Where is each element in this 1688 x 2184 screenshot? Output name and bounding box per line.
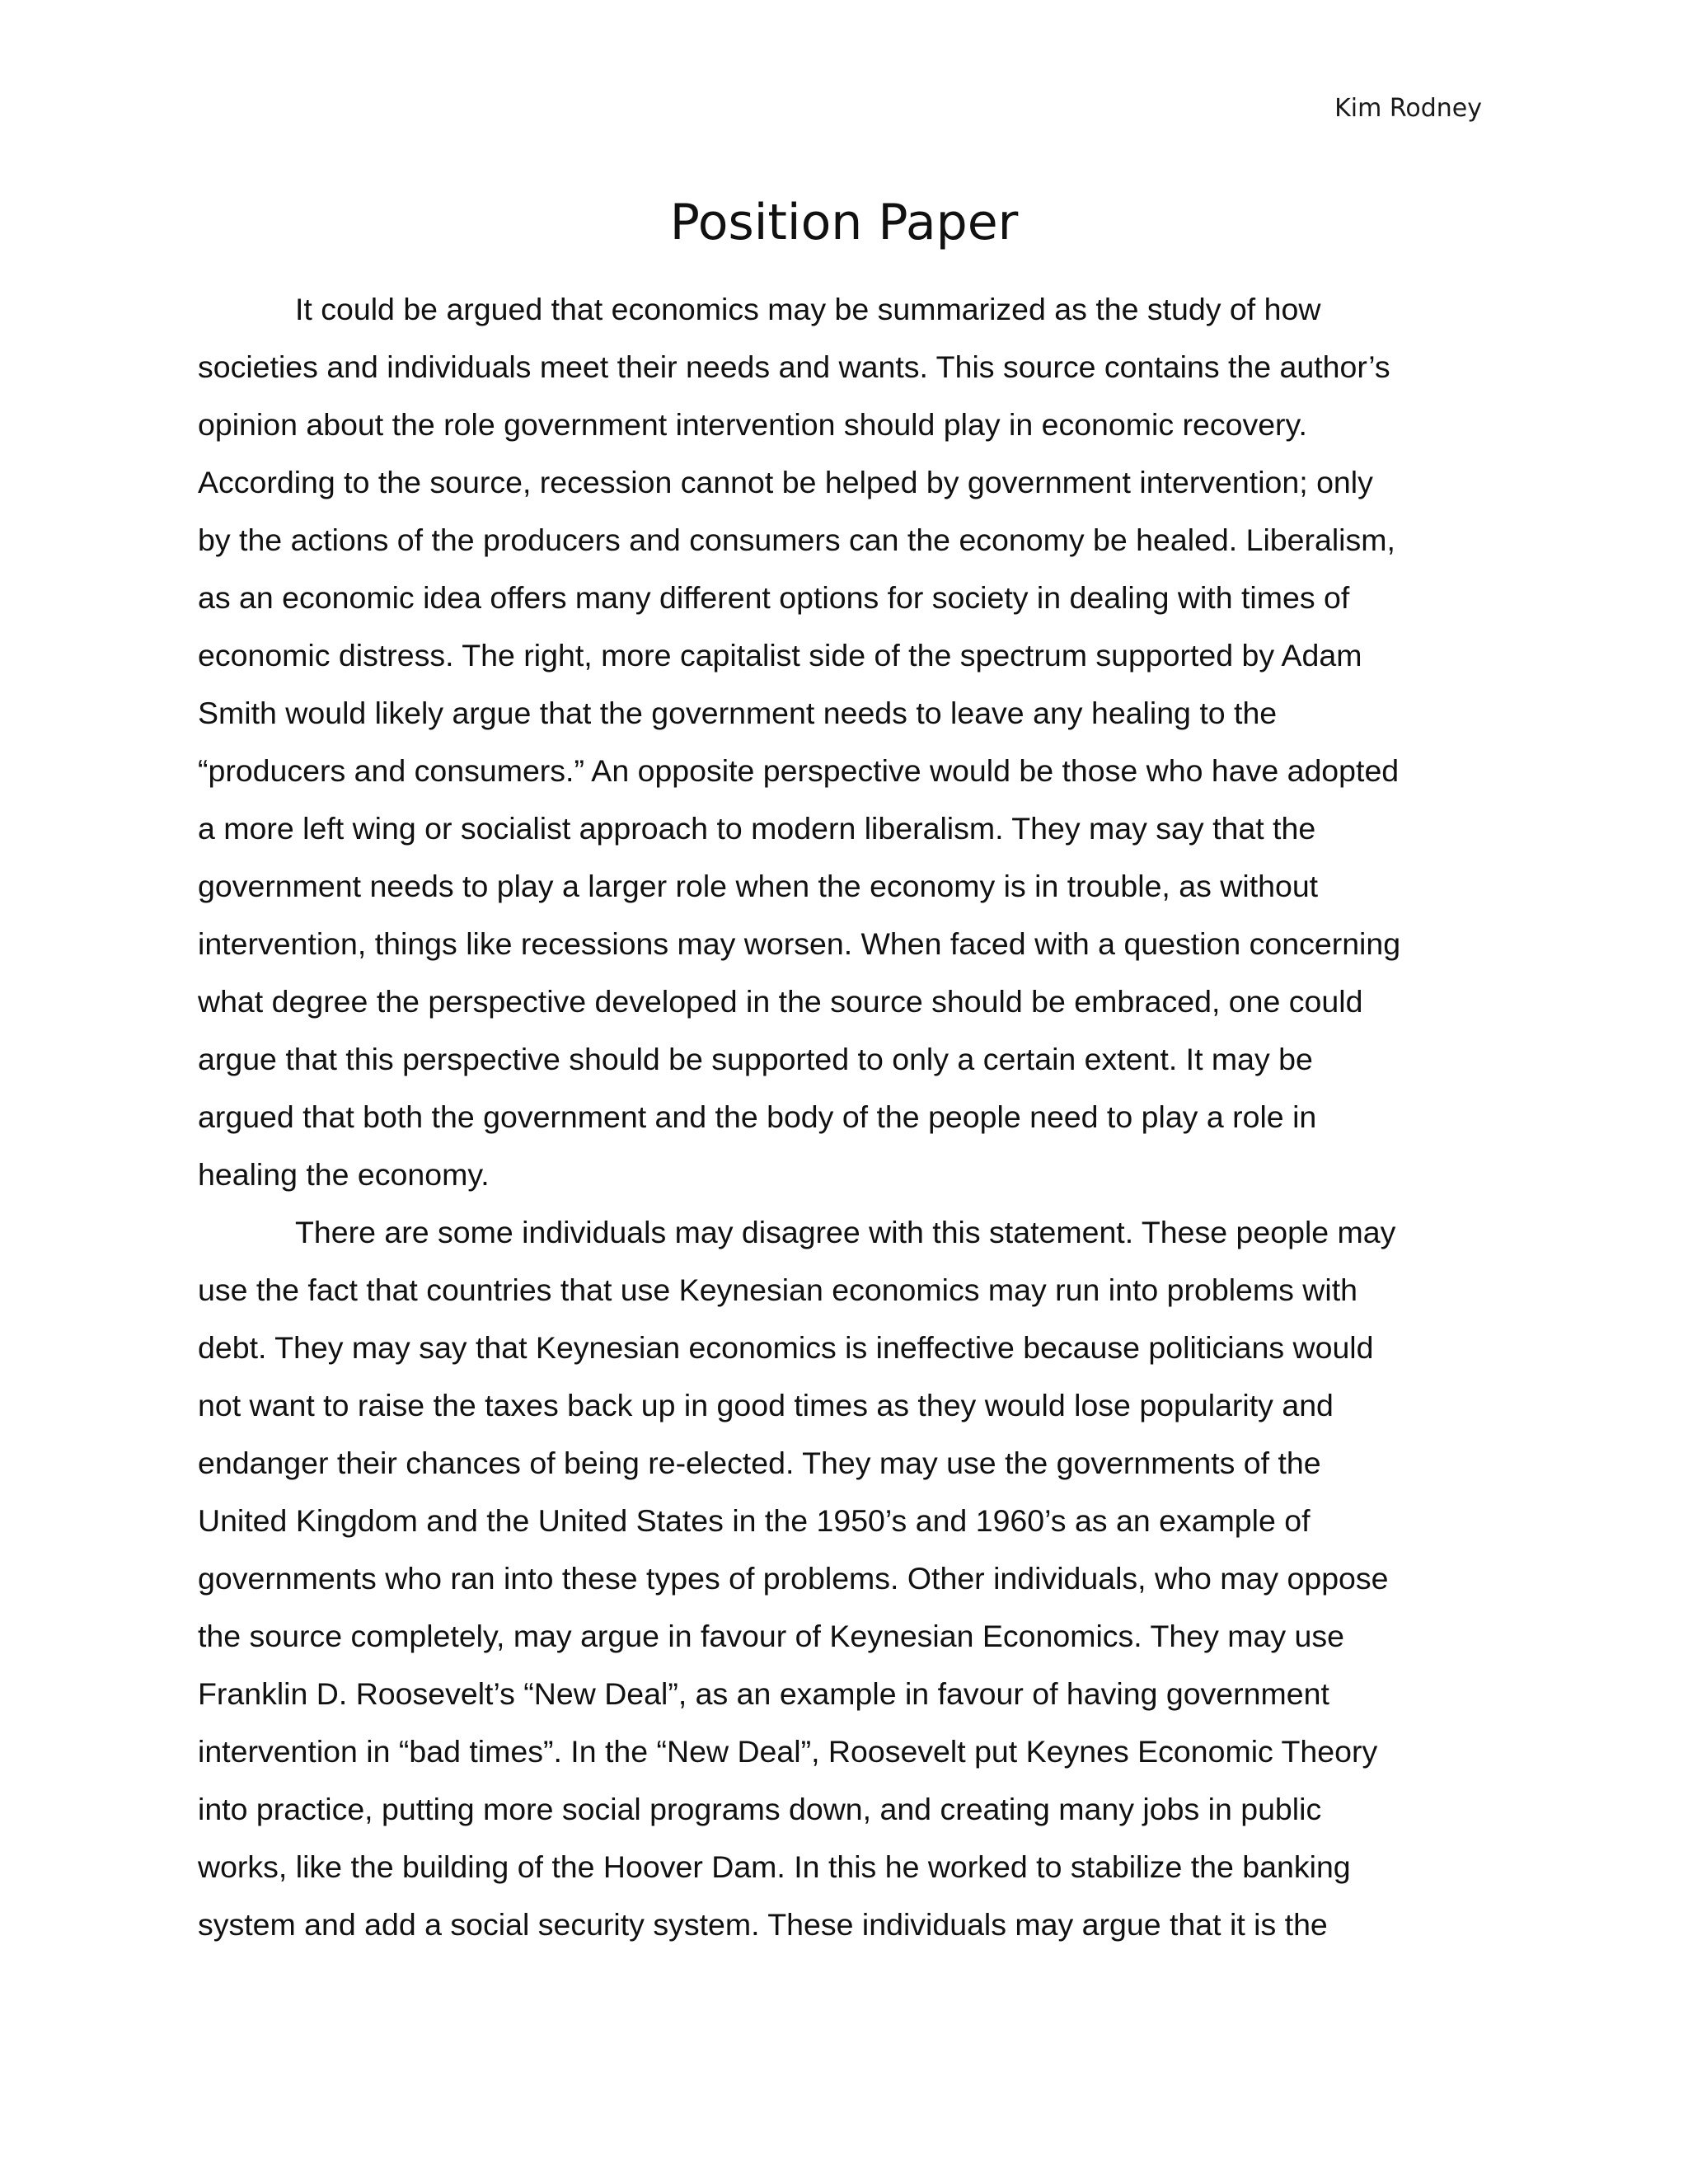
text-line: government needs to play a larger role when the economy is in trouble, as without xyxy=(198,869,1319,903)
text-line: There are some individuals may disagree with this statement. These people may xyxy=(295,1215,1396,1249)
text-line: economic distress. The right, more capitalist side of the spectrum supported by Adam xyxy=(198,638,1362,673)
text-line: what degree the perspective developed in the source should be embraced, one could xyxy=(198,984,1363,1019)
page-title: Position Paper xyxy=(669,194,1019,251)
text-line: endanger their chances of being re-elected. They may use the governments of the xyxy=(198,1446,1321,1480)
text-line: system and add a social security system. These individuals may argue that it is the xyxy=(198,1907,1328,1942)
document-body xyxy=(198,280,1533,1953)
text-line: a more left wing or socialist approach to modern liberalism. They may say that the xyxy=(198,811,1316,846)
text-line: into practice, putting more social programs down, and creating many jobs in public xyxy=(198,1792,1322,1826)
text-line: as an economic idea offers many different options for society in dealing with times of xyxy=(198,580,1350,615)
text-line: United Kingdom and the United States in the 1950’s and 1960’s as an example of xyxy=(198,1503,1311,1538)
text-line: not want to raise the taxes back up in good times as they would lose popularity and xyxy=(198,1388,1334,1422)
text-line: Smith would likely argue that the government needs to leave any healing to the xyxy=(198,696,1278,730)
text-line: by the actions of the producers and consumers can the economy be healed. Liberalism, xyxy=(198,523,1395,557)
text-line: use the fact that countries that use Keynesian economics may run into problems with xyxy=(198,1272,1357,1307)
text-line: works, like the building of the Hoover Dam. In this he worked to stabilize the banking xyxy=(198,1849,1351,1884)
text-line: the source completely, may argue in favour of Keynesian Economics. They may use xyxy=(198,1619,1344,1653)
text-line: It could be argued that economics may be summarized as the study of how xyxy=(295,292,1321,326)
text-line: Franklin D. Roosevelt’s “New Deal”, as an example in favour of having government xyxy=(198,1676,1329,1711)
text-line: healing the economy. xyxy=(198,1157,490,1192)
text-line: argued that both the government and the body of the people need to play a role in xyxy=(198,1099,1317,1134)
text-line: intervention in “bad times”. In the “New Deal”, Roosevelt put Keynes Economic Theory xyxy=(198,1734,1378,1769)
text-line: debt. They may say that Keynesian economics is ineffective because politicians would xyxy=(198,1330,1374,1365)
text-line: opinion about the role government intervention should play in economic recovery. xyxy=(198,407,1307,442)
text-line: governments who ran into these types of problems. Other individuals, who may oppose xyxy=(198,1561,1389,1596)
text-line: intervention, things like recessions may worsen. When faced with a question concerning xyxy=(198,926,1401,961)
text-line: “producers and consumers.” An opposite perspective would be those who have adopted xyxy=(198,753,1400,788)
text-line: societies and individuals meet their needs and wants. This source contains the author’s xyxy=(198,349,1390,384)
text-line: argue that this perspective should be supported to only a certain extent. It may be xyxy=(198,1042,1313,1076)
author-name: Kim Rodney xyxy=(1334,94,1482,123)
text-line: According to the source, recession cannot be helped by government intervention; only xyxy=(198,465,1373,499)
